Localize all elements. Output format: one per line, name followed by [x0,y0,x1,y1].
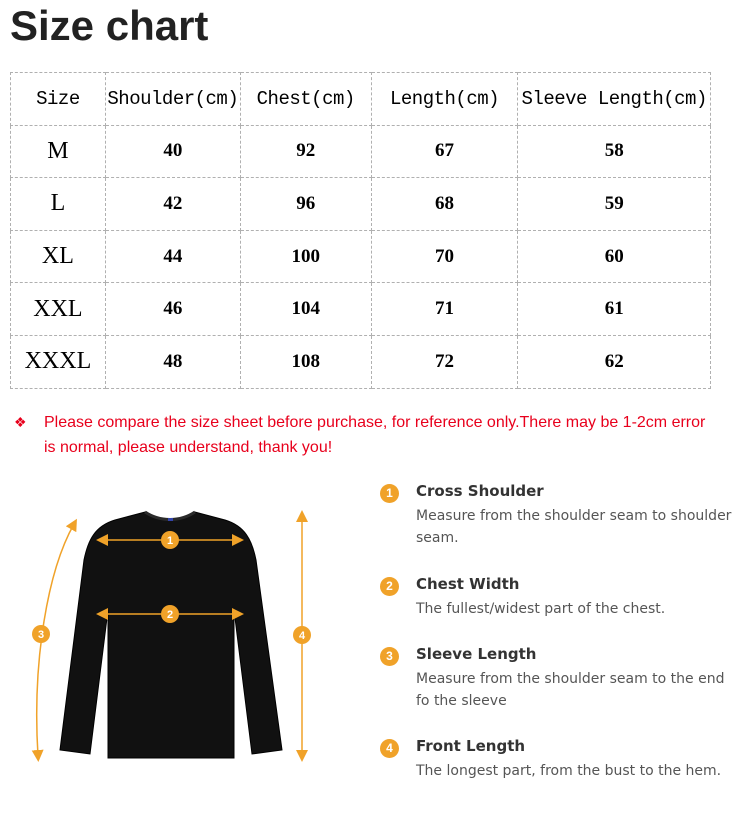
cell-length: 71 [371,283,518,336]
header-length: Length(cm) [371,73,518,126]
svg-text:1: 1 [166,535,174,547]
legend-description: Measure from the shoulder seam to the end fo the sleeve [416,671,725,709]
legend-title: Sleeve Length [416,645,537,663]
header-chest: Chest(cm) [240,73,371,126]
header-size: Size [11,73,106,126]
cell-shoulder: 42 [105,178,240,231]
long-sleeve-shirt-icon [20,500,330,780]
marker-4 [293,626,311,644]
marker-2 [161,605,179,623]
table-row [11,125,711,178]
table-row [11,335,711,388]
cell-chest: 92 [240,125,371,178]
cell-sleeve-length: 61 [518,283,711,336]
marker-3 [32,625,50,643]
number-badge-icon: 1 [380,484,399,503]
size-disclaimer-note [14,410,714,460]
cell-chest: 104 [240,283,371,336]
cell-shoulder: 46 [105,283,240,336]
number-badge-icon: 2 [380,577,399,596]
svg-text:3: 3 [37,629,45,641]
legend-title: Chest Width [416,575,520,593]
legend-title: Front Length [416,737,526,755]
cell-sleeve-length: 59 [518,178,711,231]
number-badge-icon: 4 [380,739,399,758]
table-row [11,283,711,336]
note-text: Please compare the size sheet before purchase, for reference only.There may be 1-2cm error is normal, please understand, thank you! [44,414,706,456]
number-badge-icon: 3 [380,647,399,666]
cell-size: M [11,125,106,178]
cell-size: L [11,178,106,231]
size-table [10,72,711,389]
cell-size: XL [11,230,106,283]
legend-description: Measure from the shoulder seam to shoulder seam. [416,508,732,546]
cell-size: XXXL [11,335,106,388]
cell-chest: 108 [240,335,371,388]
cell-sleeve-length: 58 [518,125,711,178]
legend-description: The fullest/widest part of the chest. [416,601,666,617]
marker-1 [161,531,179,549]
cell-shoulder: 48 [105,335,240,388]
cell-size: XXL [11,283,106,336]
cell-chest: 96 [240,178,371,231]
cell-length: 72 [371,335,518,388]
legend-description: The longest part, from the bust to the hem. [416,763,722,779]
cell-length: 67 [371,125,518,178]
cell-length: 68 [371,178,518,231]
svg-text:2: 2 [166,609,174,621]
diamond-bullet-icon: ❖ [14,414,27,430]
header-shoulder: Shoulder(cm) [105,73,240,126]
cell-shoulder: 40 [105,125,240,178]
table-row [11,178,711,231]
svg-text:4: 4 [298,630,306,642]
cell-sleeve-length: 62 [518,335,711,388]
header-sleeve-length: Sleeve Length(cm) [518,73,711,126]
table-row [11,230,711,283]
cell-shoulder: 44 [105,230,240,283]
table-header-row [11,73,711,126]
shirt-measurement-figure [20,500,330,780]
cell-length: 70 [371,230,518,283]
cell-sleeve-length: 60 [518,230,711,283]
legend-title: Cross Shoulder [416,482,544,500]
page-title: Size chart [10,2,209,49]
cell-chest: 100 [240,230,371,283]
